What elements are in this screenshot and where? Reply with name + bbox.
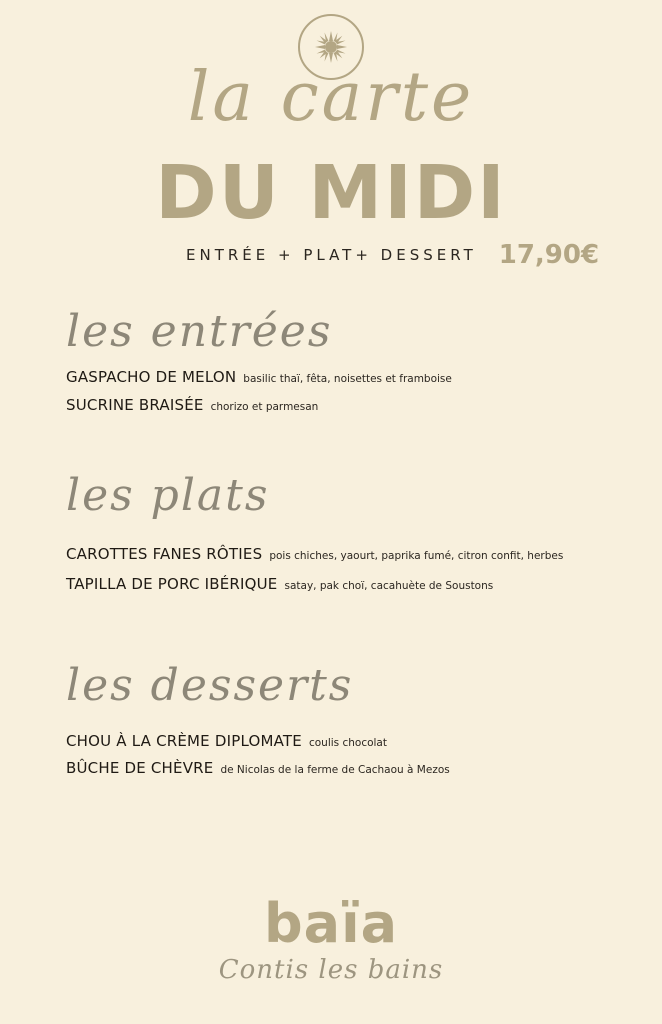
dish-name: CAROTTES FANES RÔTIES: [66, 545, 263, 563]
dish-description: basilic thaï, fêta, noisettes et framboise: [243, 373, 452, 385]
dish-name: TAPILLA DE PORC IBÉRIQUE: [66, 575, 278, 593]
section-title-entrees: les entrées: [66, 306, 333, 357]
dish-description: chorizo et parmesan: [210, 401, 319, 413]
title-script: la carte: [187, 58, 475, 137]
dish-item: [66, 732, 387, 750]
dish-description: pois chiches, yaourt, paprika fumé, citron confit, herbes: [269, 550, 564, 562]
menu-price: 17,90€: [498, 240, 600, 270]
dish-name: GASPACHO DE MELON: [66, 368, 237, 386]
formula-row: [186, 240, 599, 270]
section-title-desserts: les desserts: [66, 660, 354, 711]
dish-item: [66, 396, 318, 414]
menu-formula: ENTRÉE + PLAT+ DESSERT: [186, 246, 477, 264]
dish-description: coulis chocolat: [308, 737, 387, 749]
dish-name: BÛCHE DE CHÈVRE: [66, 759, 214, 777]
dish-item: [66, 575, 493, 593]
dish-description: satay, pak choï, cacahuète de Soustons: [284, 580, 494, 592]
dish-item: [66, 759, 450, 777]
dish-item: [66, 368, 452, 386]
dish-item: [66, 545, 563, 563]
section-title-plats: les plats: [66, 470, 270, 521]
dish-name: CHOU À LA CRÈME DIPLOMATE: [66, 732, 302, 750]
brand-logo: baïa: [263, 892, 399, 955]
dish-description: de Nicolas de la ferme de Cachaou à Mezos: [220, 764, 450, 776]
brand-subtitle: Contis les bains: [218, 955, 444, 985]
title-main: DU MIDI: [155, 150, 507, 236]
dish-name: SUCRINE BRAISÉE: [66, 396, 204, 414]
